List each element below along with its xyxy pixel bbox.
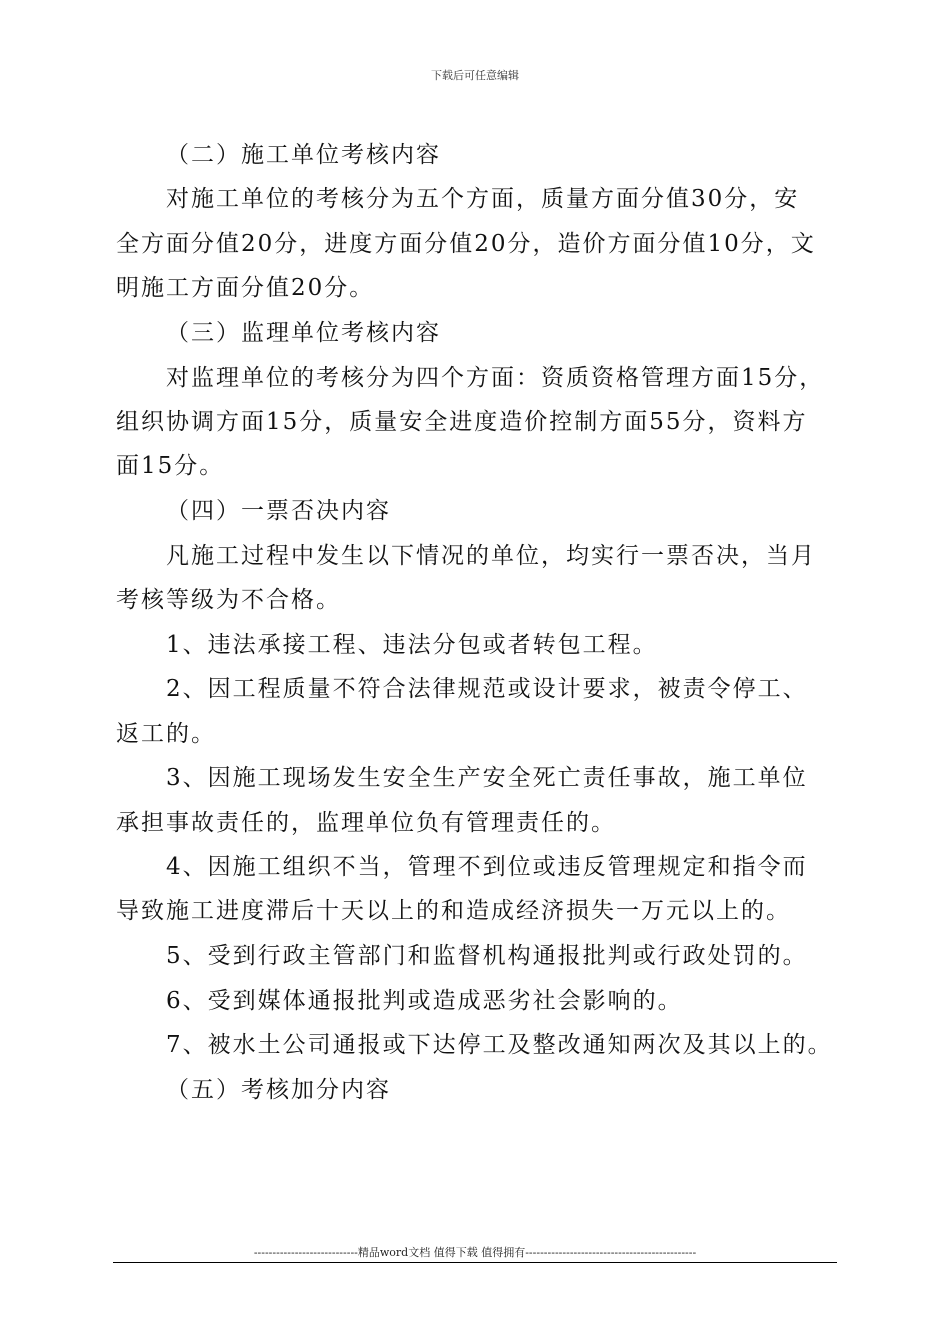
- page-header: 下载后可任意编辑: [431, 69, 519, 82]
- section-heading-supervisor: （三）监理单位考核内容: [166, 320, 441, 346]
- section-heading-bonus: （五）考核加分内容: [166, 1077, 391, 1103]
- paragraph-line: 对施工单位的考核分为五个方面，质量方面分值30分，安: [166, 186, 800, 212]
- paragraph-line: 全方面分值20分，进度方面分值20分，造价方面分值10分，文: [116, 231, 816, 257]
- list-item: 3、因施工现场发生安全生产安全死亡责任事故，施工单位: [166, 765, 808, 791]
- section-heading-contractor: （二）施工单位考核内容: [166, 142, 441, 168]
- footer-divider: [113, 1262, 837, 1263]
- paragraph-line: 组织协调方面15分，质量安全进度造价控制方面55分，资料方: [116, 409, 808, 435]
- list-item-continuation: 承担事故责任的，监理单位负有管理责任的。: [116, 810, 616, 836]
- list-item: 5、受到行政主管部门和监督机构通报批判或行政处罚的。: [166, 943, 808, 969]
- list-item-continuation: 导致施工进度滞后十天以上的和造成经济损失一万元以上的。: [116, 898, 791, 924]
- paragraph-line: 凡施工过程中发生以下情况的单位，均实行一票否决，当月: [166, 543, 816, 569]
- list-item: 2、因工程质量不符合法律规范或设计要求，被责令停工、: [166, 676, 808, 702]
- paragraph-line: 考核等级为不合格。: [116, 587, 341, 613]
- list-item-continuation: 返工的。: [116, 721, 216, 747]
- page-footer: ----------------------------精品word文档 值得下载 值得拥有----------------------------------------------: [253, 1246, 697, 1259]
- list-item: 4、因施工组织不当，管理不到位或违反管理规定和指令而: [166, 854, 808, 880]
- list-item: 6、受到媒体通报批判或造成恶劣社会影响的。: [166, 988, 683, 1014]
- list-item: 7、被水土公司通报或下达停工及整改通知两次及其以上的。: [166, 1032, 833, 1058]
- paragraph-line: 对监理单位的考核分为四个方面：资质资格管理方面15分，: [166, 365, 825, 391]
- list-item: 1、违法承接工程、违法分包或者转包工程。: [166, 632, 658, 658]
- paragraph-line: 面15分。: [116, 453, 225, 479]
- section-heading-veto: （四）一票否决内容: [166, 498, 391, 524]
- paragraph-line: 明施工方面分值20分。: [116, 275, 375, 301]
